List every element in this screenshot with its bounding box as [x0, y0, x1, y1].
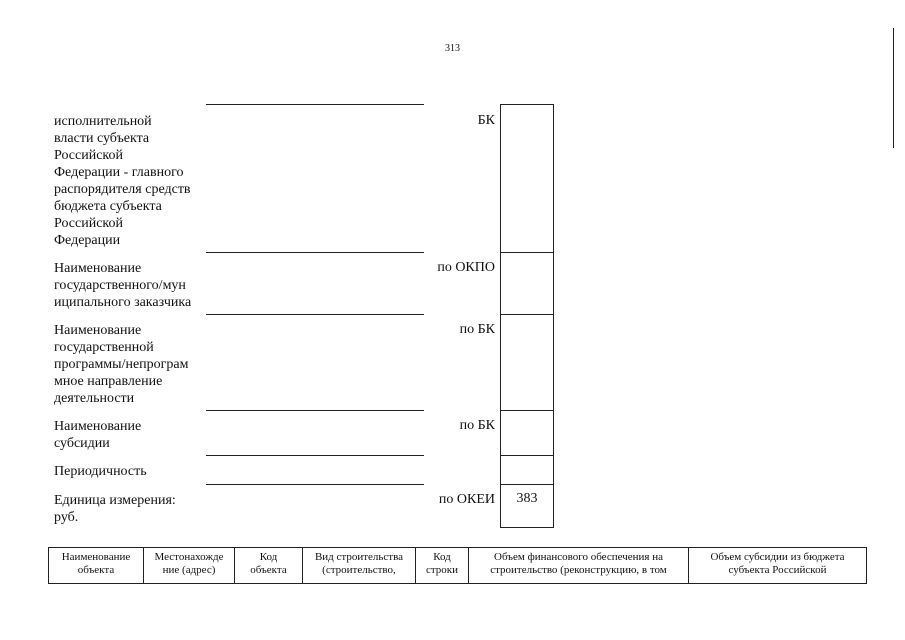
table-header-cell: Объем субсидии из бюджета субъекта Российской — [689, 548, 867, 584]
okei-value: 383 — [516, 491, 538, 506]
field-code-bk-program: по БК — [459, 322, 495, 337]
field-underline — [206, 410, 424, 411]
field-underline — [206, 252, 424, 253]
field-underline — [206, 104, 424, 105]
field-underline — [206, 484, 424, 485]
code-box-divider — [501, 455, 553, 456]
field-code-bk: БК — [477, 113, 495, 128]
table-header-cell: Код объекта — [235, 548, 303, 584]
field-underline — [206, 455, 424, 456]
field-underline — [206, 314, 424, 315]
code-box-divider — [501, 410, 553, 411]
field-code-bk-subsidy: по БК — [459, 418, 495, 433]
field-code-okei: по ОКЕИ — [438, 492, 495, 507]
field-label-program: Наименование государственной программы/непрограм мное направление деятельности — [54, 323, 189, 406]
margin-rule — [893, 28, 894, 148]
table-header-cell: Объем финансового обеспечения на строительство (реконструкцию, в том — [469, 548, 689, 584]
field-label-unit: Единица измерения: руб. — [54, 493, 176, 525]
field-code-okpo: по ОКПО — [437, 260, 495, 275]
code-box-divider — [501, 252, 553, 253]
table-header-cell: Наименование объекта — [49, 548, 144, 584]
field-label-customer: Наименование государственного/мун иципального заказчика — [54, 261, 192, 310]
page-number: 313 — [445, 43, 460, 54]
field-label-authority: исполнительной власти субъекта Российской Федерации - главного распорядителя средств бюджета субъекта Российской Федерации — [54, 114, 191, 248]
code-box-divider — [501, 314, 553, 315]
table-header-cell: Вид строительства (строительство, — [303, 548, 416, 584]
code-boxes — [500, 104, 554, 528]
code-box-divider — [501, 484, 553, 485]
field-label-subsidy: Наименование субсидии — [54, 419, 142, 451]
table-header-cell: Код строки — [416, 548, 469, 584]
field-label-periodicity: Периодичность — [54, 464, 147, 479]
table-header-cell: Местонахожде ние (адрес) — [144, 548, 235, 584]
objects-table — [48, 547, 867, 584]
